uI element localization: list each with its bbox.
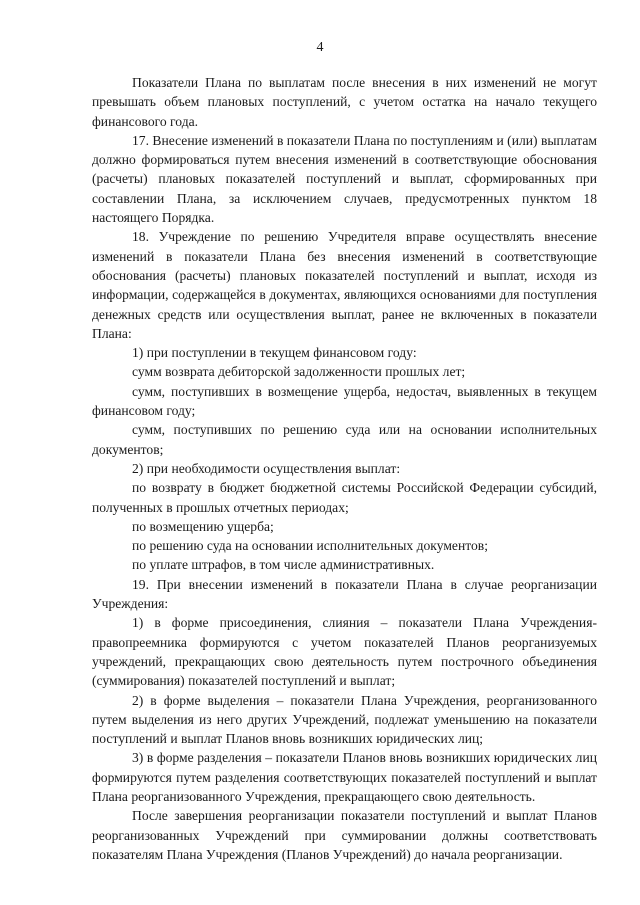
item-19-2: 2) в форме выделения – показатели Плана Учреждения, реорганизованного путем выделения из него других Учреждений, подлежат уменьшению на показатели поступлений и выплат Планов вновь возникших юридических лиц;: [92, 692, 597, 747]
item-18-2-d: по уплате штрафов, в том числе административных.: [132, 557, 435, 573]
paragraph-18: 18. Учреждение по решению Учредителя вправе осуществлять внесение изменений в показатели Плана без внесения изменений в соответствующие обоснования (расчеты) плановых показателей поступлений и выплат, исходя из информации, содержащейся в документах, являющихся основаниями для поступления денежных средств или осуществления выплат, ранее не включенных в показатели Плана:: [92, 229, 597, 341]
document-body: [92, 73, 597, 864]
item-18-1-a: сумм возврата дебиторской задолженности прошлых лет;: [132, 364, 466, 380]
item-19-1: 1) в форме присоединения, слияния – показатели Плана Учреждения-правопреемника формируются с учетом показателей Планов реорганизуемых учреждений, прекращающих свою деятельность путем построчного объединения (суммирования) показателей поступлений и выплат;: [92, 615, 597, 689]
paragraph-17: 17. Внесение изменений в показатели Плана по поступлениям и (или) выплатам должно формироваться путем внесения изменений в соответствующие обоснования (расчеты) плановых показателей поступлений и выплат, сформированных при составлении Плана, за исключением случаев, предусмотренных пунктом 18 настоящего Порядка.: [92, 132, 597, 226]
paragraph-19: 19. При внесении изменений в показатели Плана в случае реорганизации Учреждения:: [92, 576, 597, 612]
page-number: 4: [316, 40, 324, 55]
item-19-3: 3) в форме разделения – показатели Планов вновь возникших юридических лиц формируются путем разделения соответствующих показателей поступлений и выплат Плана реорганизованного Учреждения, прекращающего свою деятельность.: [92, 750, 597, 804]
item-18-2: 2) при необходимости осуществления выплат:: [132, 460, 401, 476]
item-18-1-c: сумм, поступивших по решению суда или на основании исполнительных документов;: [92, 422, 597, 457]
paragraph-after-reorganization: После завершения реорганизации показатели поступлений и выплат Планов реорганизованных Учреждений при суммировании должны соответствовать показателям Плана Учреждения (Планов Учреждений) до начала реорганизации.: [92, 808, 597, 862]
item-18-1-b: сумм, поступивших в возмещение ущерба, недостач, выявленных в текущем финансовом году;: [92, 383, 597, 419]
item-18-2-a: по возврату в бюджет бюджетной системы Российской Федерации субсидий, полученных в прошлых отчетных периодах;: [92, 480, 597, 515]
paragraph-plan-limits: Показатели Плана по выплатам после внесения в них изменений не могут превышать объем плановых поступлений, с учетом остатка на начало текущего финансового года.: [92, 75, 597, 129]
item-18-2-b: по возмещению ущерба;: [132, 518, 274, 534]
item-18-1: 1) при поступлении в текущем финансовом году:: [132, 345, 417, 361]
item-18-2-c: по решению суда на основании исполнительных документов;: [132, 538, 488, 554]
